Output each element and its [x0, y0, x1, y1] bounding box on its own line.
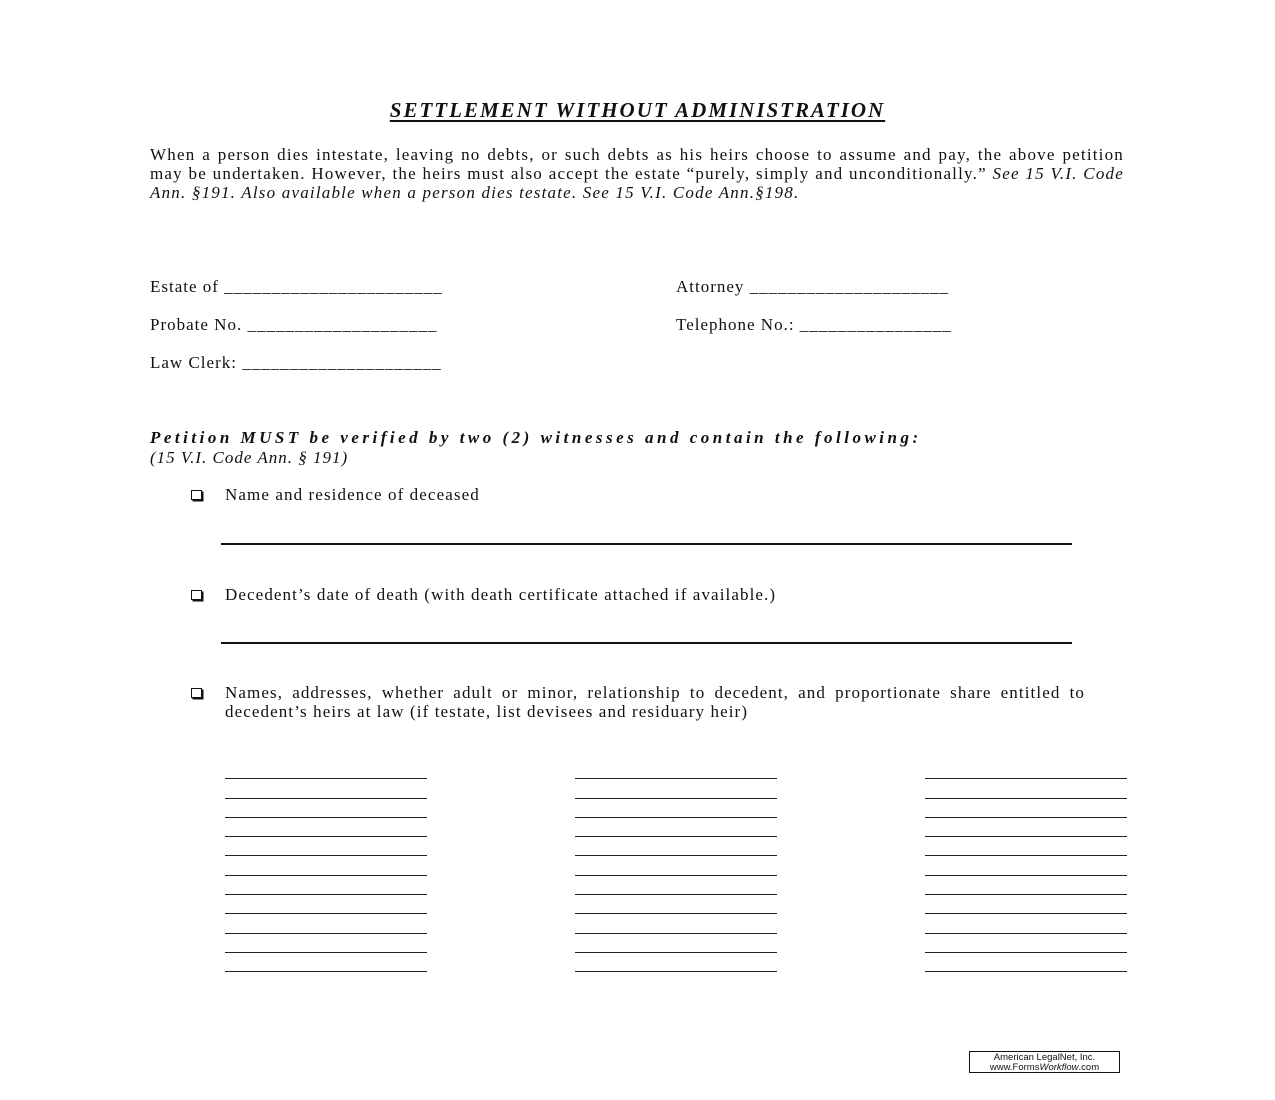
blank-line[interactable] [925, 818, 1127, 837]
requirements-citation: (15 V.I. Code Ann. § 191) [150, 448, 349, 467]
blank-line[interactable] [575, 876, 777, 895]
document-title: SETTLEMENT WITHOUT ADMINISTRATION [389, 98, 886, 122]
answer-line-name-residence[interactable] [221, 543, 1072, 545]
checkbox-name-residence[interactable] [191, 490, 202, 500]
blank-line[interactable] [925, 895, 1127, 914]
blank-line[interactable] [575, 760, 777, 779]
blank-line[interactable] [925, 779, 1127, 798]
heirs-column-2 [575, 760, 777, 972]
blank-line[interactable] [225, 876, 427, 895]
blank-line[interactable] [575, 856, 777, 875]
blank-line[interactable] [225, 895, 427, 914]
blank-line[interactable] [925, 876, 1127, 895]
publisher-badge [969, 1051, 1120, 1073]
law-clerk-field[interactable]: Law Clerk: _____________________ [150, 353, 442, 372]
probate-no-field[interactable]: Probate No. ____________________ [150, 315, 438, 334]
answer-line-date-of-death[interactable] [221, 642, 1072, 644]
item-name-residence: Name and residence of deceased [225, 485, 480, 504]
blank-line[interactable] [925, 856, 1127, 875]
checkbox-date-of-death[interactable] [191, 590, 202, 600]
blank-line[interactable] [575, 779, 777, 798]
blank-line[interactable] [225, 953, 427, 972]
blank-line[interactable] [575, 895, 777, 914]
publisher-name: American LegalNet, Inc. [993, 1052, 1096, 1063]
intro-paragraph [150, 145, 1124, 202]
item-date-of-death: Decedent’s date of death (with death certificate attached if available.) [225, 585, 777, 604]
heirs-column-3 [925, 760, 1127, 972]
blank-line[interactable] [575, 837, 777, 856]
blank-line[interactable] [225, 799, 427, 818]
telephone-no-field[interactable]: Telephone No.: ________________ [676, 315, 952, 334]
blank-line[interactable] [225, 856, 427, 875]
heirs-column-1 [225, 760, 427, 972]
blank-line[interactable] [225, 779, 427, 798]
item-heirs: Names, addresses, whether adult or minor, relationship to decedent, and proportionate share entitled to decedent’s heirs at law (if testate, list devisees and residuary heir) [225, 683, 1085, 721]
blank-line[interactable] [575, 799, 777, 818]
requirements-heading: Petition MUST be verified by two (2) witnesses and contain the following: [150, 428, 922, 447]
blank-line[interactable] [225, 818, 427, 837]
intro-citation: See 15 V.I. Code Ann. §191. Also available when a person dies testate. See 15 V.I. Code Ann.§198. [150, 164, 1124, 202]
blank-line[interactable] [575, 953, 777, 972]
estate-of-field[interactable]: Estate of _______________________ [150, 277, 443, 296]
blank-line[interactable] [925, 953, 1127, 972]
blank-line[interactable] [575, 934, 777, 953]
blank-line[interactable] [925, 934, 1127, 953]
publisher-url: www.FormsWorkflow.com [989, 1062, 1100, 1073]
checkbox-heirs[interactable] [191, 688, 202, 698]
blank-line[interactable] [225, 837, 427, 856]
intro-text: When a person dies intestate, leaving no debts, or such debts as his heirs choose to assume and pay, the above petition may be undertaken. However, the heirs must also accept the estate “purely, simply and unconditionally.” [150, 145, 1124, 183]
blank-line[interactable] [575, 818, 777, 837]
blank-line[interactable] [925, 837, 1127, 856]
blank-line[interactable] [925, 914, 1127, 933]
blank-line[interactable] [225, 760, 427, 779]
blank-line[interactable] [575, 914, 777, 933]
blank-line[interactable] [925, 799, 1127, 818]
attorney-field[interactable]: Attorney _____________________ [676, 277, 950, 296]
blank-line[interactable] [225, 914, 427, 933]
blank-line[interactable] [925, 760, 1127, 779]
blank-line[interactable] [225, 934, 427, 953]
